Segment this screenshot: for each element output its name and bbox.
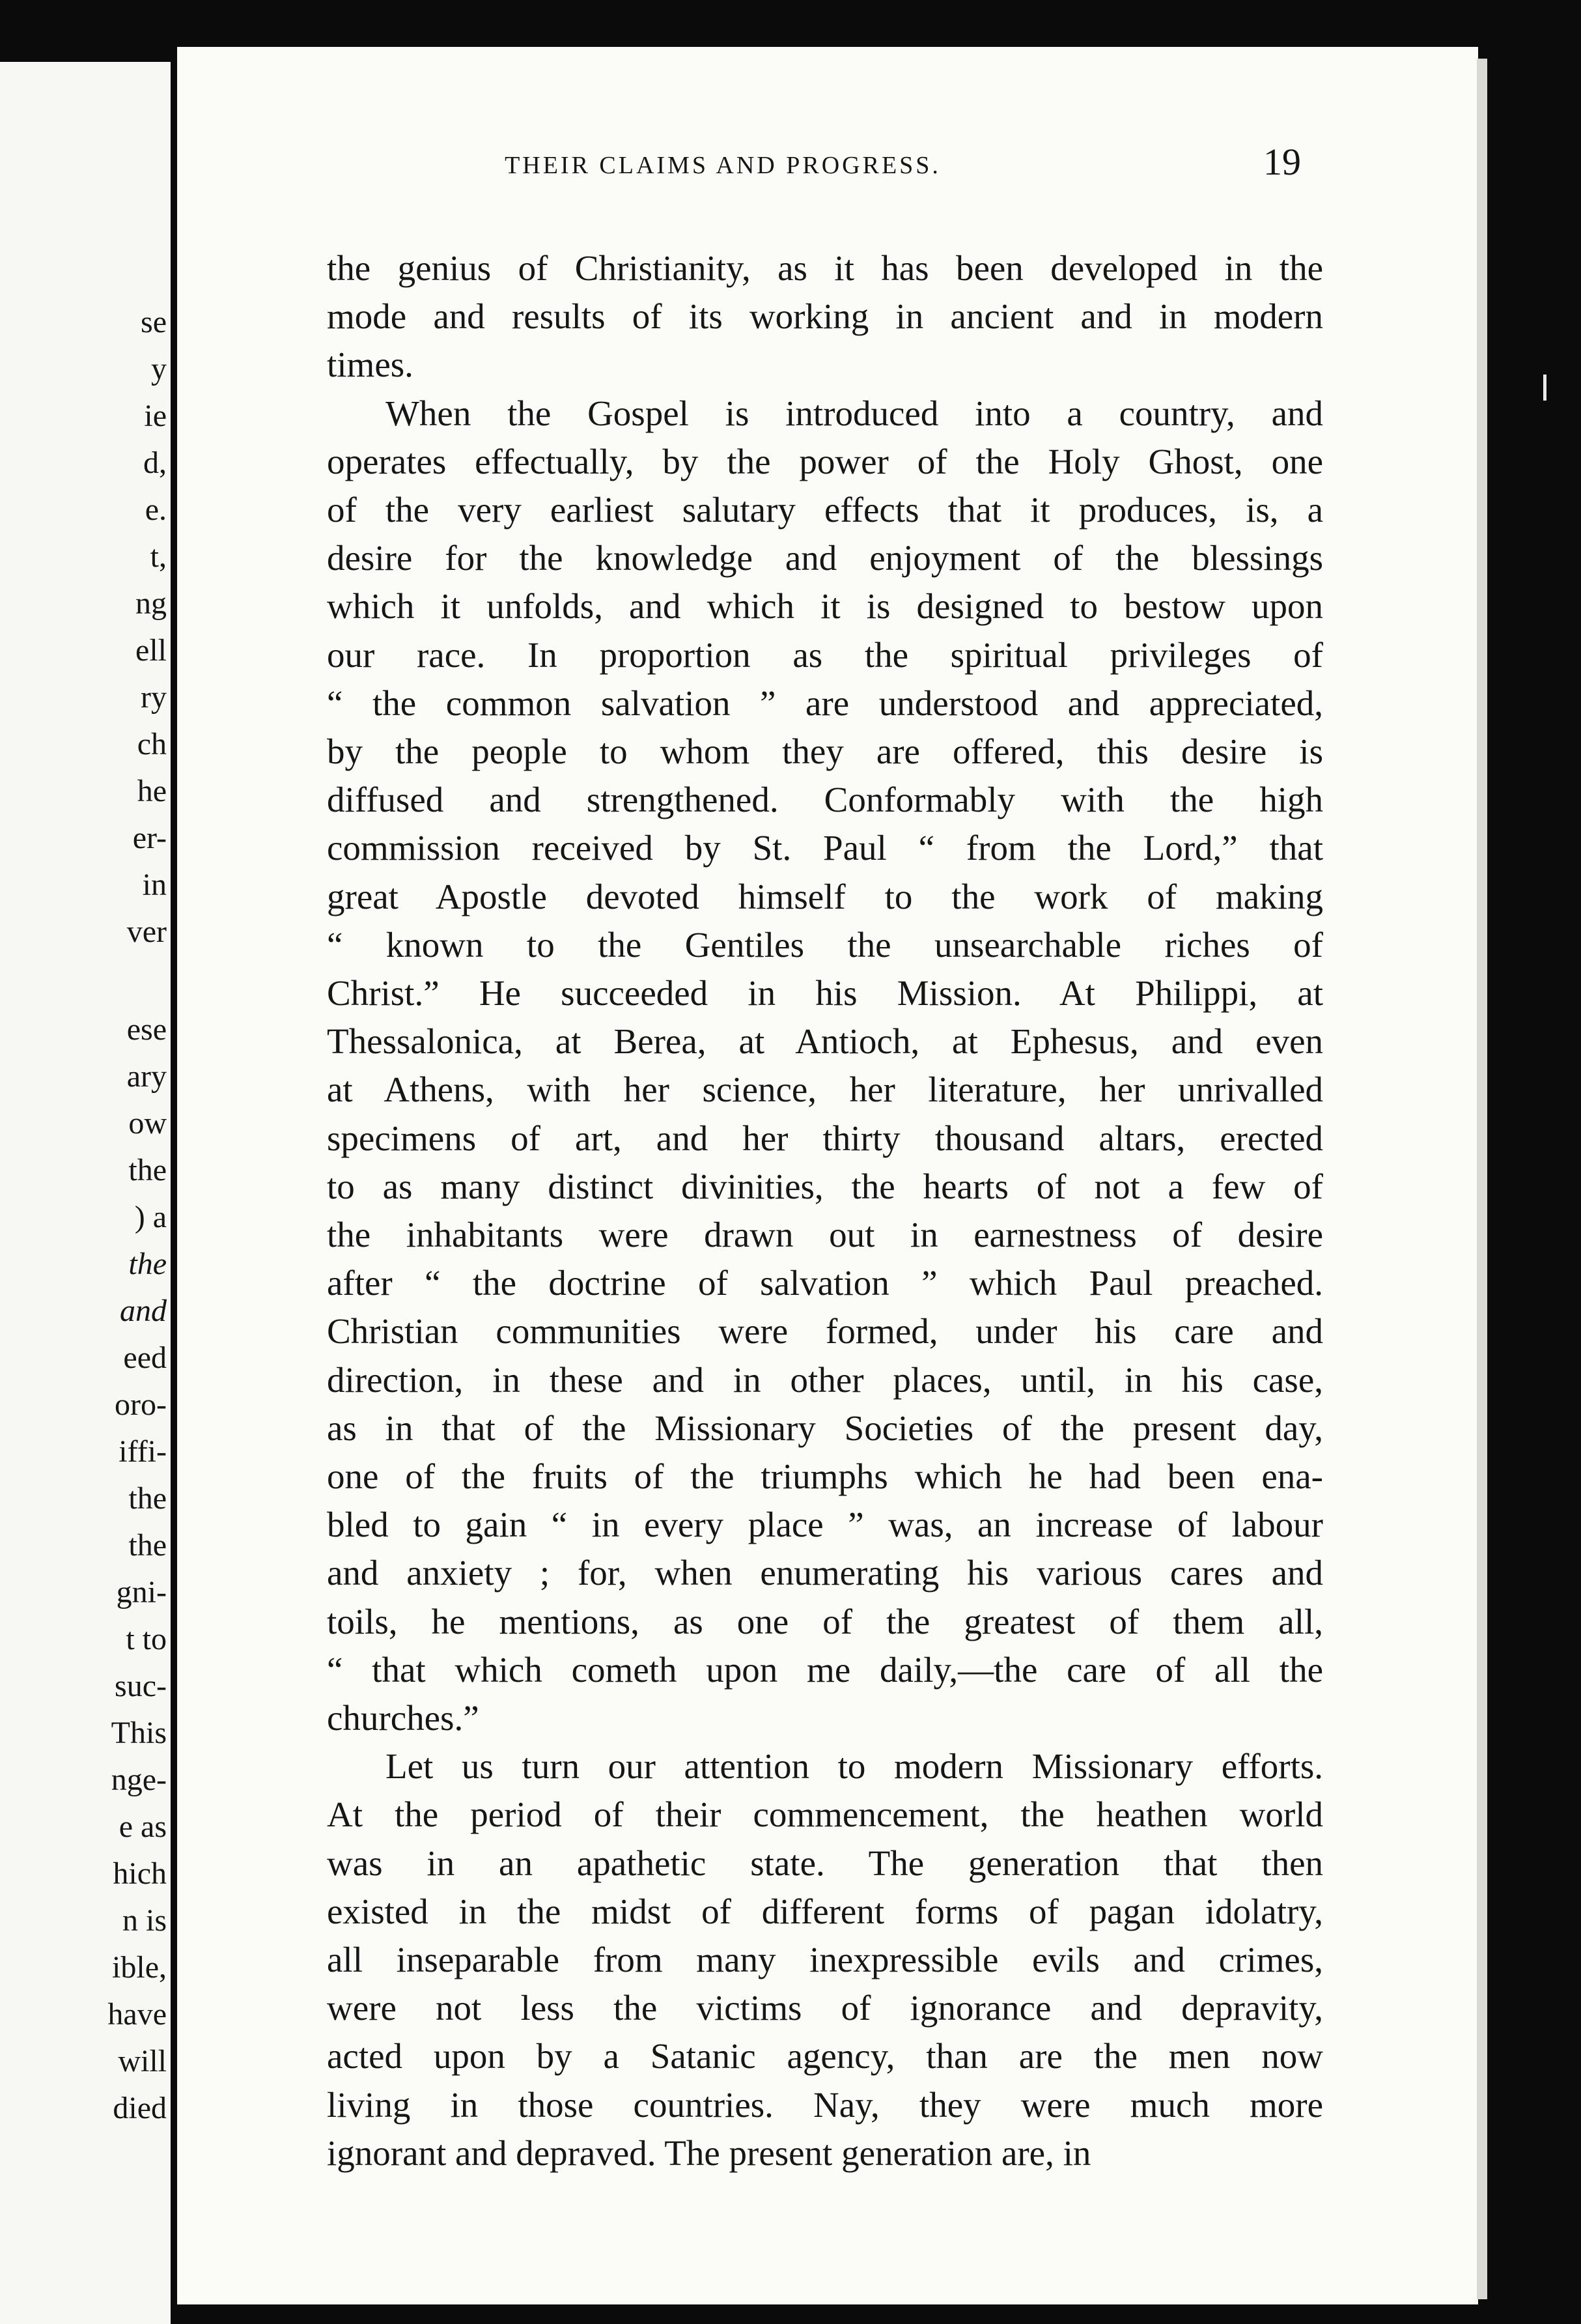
text-line: diffused and strengthened. Conformably with the high [327,780,1323,819]
text-line: times. [327,345,413,384]
left-page-text: e. [145,492,167,527]
text-line: and anxiety ; for, when enumerating his various cares and [327,1553,1323,1593]
left-page-text: se [141,305,167,339]
page-edge [1477,59,1487,2299]
text-line: toils, he mentions, as one of the greatest of them all, [327,1602,1323,1641]
left-page-text: oro- [115,1387,167,1422]
left-page-text: in [142,868,167,902]
text-line: Thessalonica, at Berea, at Antioch, at Ephesus, and even [327,1021,1323,1061]
left-page-text: he [137,774,167,808]
left-page-text: e as [119,1809,167,1844]
left-page-text: t, [150,539,167,574]
left-page-text: d, [143,446,167,480]
left-page-text: ary [126,1059,167,1094]
text-line: direction, in these and in other places, until, in his case, [327,1360,1323,1400]
text-line: as in that of the Missionary Societies of the present day, [327,1408,1323,1448]
text-line: Christian communities were formed, under his care and [327,1311,1323,1351]
left-page-text: t to [126,1622,167,1656]
text-line: at Athens, with her science, her literature, her unrivalled [327,1070,1323,1109]
text-line: one of the fruits of the triumphs which he had been ena- [327,1456,1323,1496]
left-page-text: er- [132,821,167,855]
left-page-text: This [111,1716,167,1750]
text-line: the genius of Christianity, as it has been developed in the [327,248,1323,288]
text-line: existed in the midst of different forms of pagan idolatry, [327,1892,1323,1931]
text-line: which it unfolds, and which it is designed to bestow upon [327,586,1323,626]
left-page-text: y [151,352,167,386]
text-line: bled to gain “ in every place ” was, an increase of labour [327,1505,1323,1544]
text-line: commission received by St. Paul “ from the Lord,” that [327,828,1323,868]
text-line: mode and results of its working in ancient and in modern [327,296,1323,336]
text-line: acted upon by a Satanic agency, than are the men now [327,2036,1323,2076]
text-line: “ that which cometh upon me daily,—the care of all the [327,1650,1323,1690]
text-line: after “ the doctrine of salvation ” which Paul preached. [327,1263,1323,1303]
text-line: specimens of art, and her thirty thousand altars, erected [327,1118,1323,1158]
left-page-text: the [128,1247,167,1281]
text-line: our race. In proportion as the spiritual privileges of [327,635,1323,675]
text-line: the inhabitants were drawn out in earnestness of desire [327,1215,1323,1254]
text-line: all inseparable from many inexpressible evils and crimes, [327,1940,1323,1979]
text-line: “ the common salvation ” are understood and appreciated, [327,683,1323,723]
text-line: At the period of their commencement, the heathen world [327,1794,1323,1834]
text-line: to as many distinct divinities, the hearts of not a few of [327,1167,1323,1206]
text-line: “ known to the Gentiles the unsearchable riches of [327,925,1323,965]
left-page-text: ese [126,1012,167,1047]
left-page-text: the [128,1528,167,1563]
text-line: Christ.” He succeeded in his Mission. At Philippi, at [327,973,1323,1013]
text-line: was in an apathetic state. The generation that then [327,1843,1323,1883]
text-line: operates effectually, by the power of the Holy Ghost, one [327,442,1323,481]
left-page-text: iffi- [119,1434,167,1469]
left-page-text: ell [135,633,167,668]
left-page-text: the [128,1481,167,1516]
text-line: desire for the knowledge and enjoyment of the blessings [327,538,1323,578]
left-page-fragment [0,62,171,2324]
text-line: ignorant and depraved. The present generation are, in [327,2133,1091,2173]
text-line: living in those countries. Nay, they were much more [327,2085,1323,2125]
left-page-text: eed [123,1340,167,1375]
left-page-text: ie [144,399,167,433]
text-line: Let us turn our attention to modern Missionary efforts. [385,1746,1323,1786]
text-line: were not less the victims of ignorance and depravity, [327,1988,1323,2028]
left-page-text: suc- [115,1669,167,1703]
left-page-text: ch [137,727,167,761]
left-page-text: ry [141,680,167,715]
page-number: 19 [1263,141,1301,183]
left-page-text: ible, [112,1950,167,1985]
left-page-text: n is [122,1903,167,1938]
text-line: churches.” [327,1698,479,1738]
left-page-text: nge- [111,1763,167,1797]
left-page-text: died [113,2091,167,2125]
left-page-text: ver [126,914,167,949]
text-line: When the Gospel is introduced into a country, and [385,393,1323,433]
left-page-text: ) a [134,1200,167,1234]
left-page-text: have [107,1997,167,2032]
text-line: of the very earliest salutary effects that it produces, is, a [327,490,1323,530]
text-line: by the people to whom they are offered, this desire is [327,731,1323,771]
left-page-text: hich [113,1856,167,1891]
left-page-text: ow [128,1106,167,1141]
text-line: great Apostle devoted himself to the work of making [327,877,1323,916]
left-page-text: and [120,1294,167,1328]
left-page-text: the [128,1153,167,1187]
left-page-text: ng [135,586,167,621]
running-head: THEIR CLAIMS AND PROGRESS. [505,152,941,179]
left-page-text: gni- [116,1575,167,1609]
margin-mark [1543,375,1546,401]
left-page-text: will [118,2044,167,2078]
